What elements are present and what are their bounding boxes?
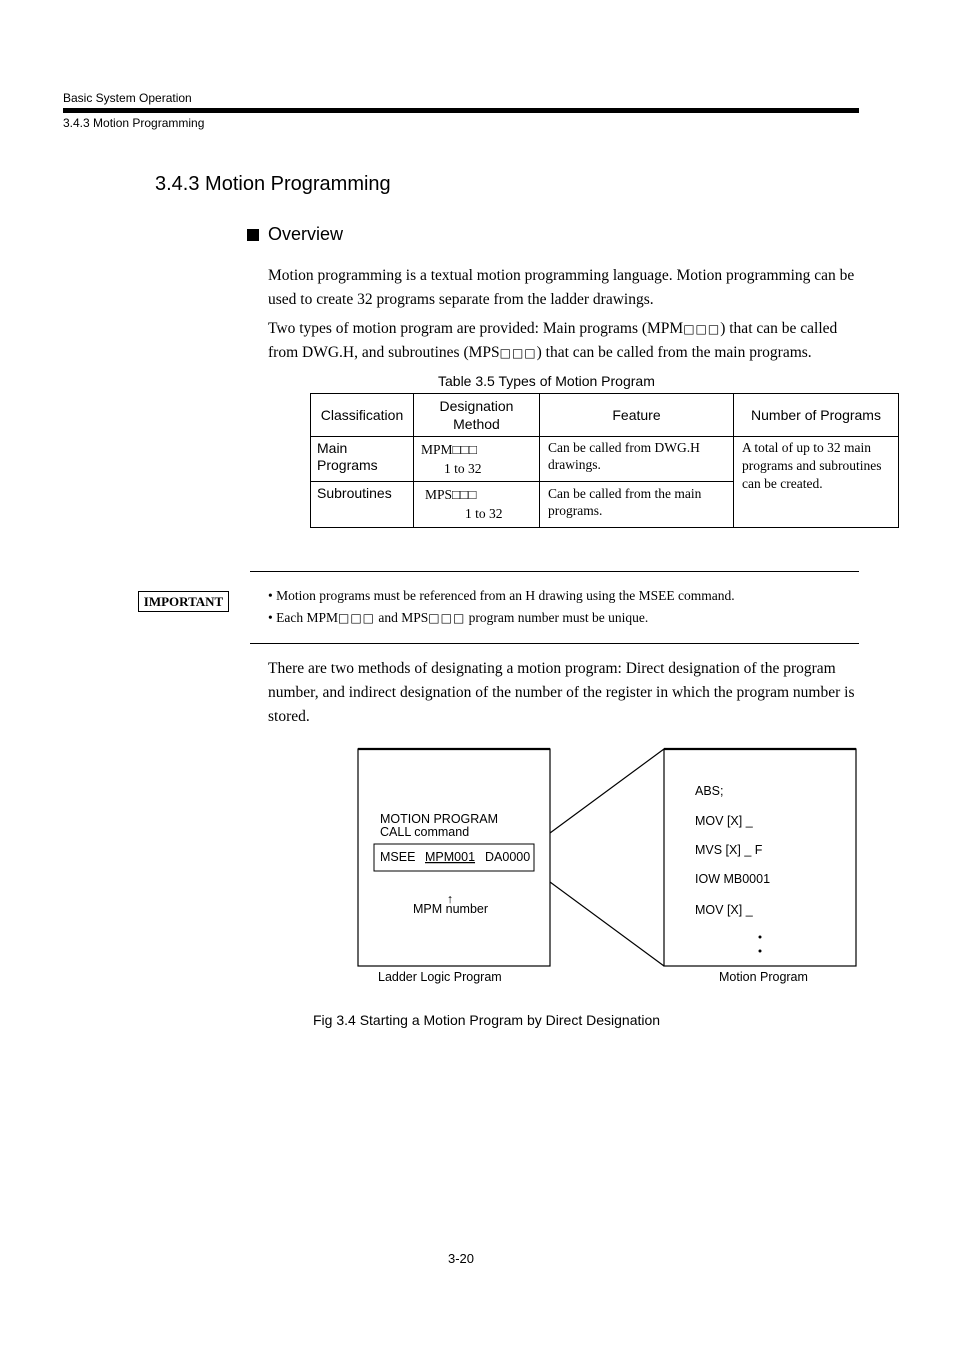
motion-line: MVS [X] _ F — [695, 843, 763, 857]
important-note-2 — [268, 610, 648, 626]
paragraph-types — [268, 317, 860, 365]
ellipsis-dot — [759, 936, 762, 939]
motion-program-box — [664, 749, 856, 966]
placeholder-boxes: □□□ — [683, 322, 721, 336]
placeholder-boxes: □□□ — [337, 611, 375, 625]
ladder-label-line2: CALL command — [380, 825, 470, 839]
up-arrow-icon: ↑ — [446, 892, 454, 906]
paragraph-intro: Motion programming is a textual motion programming language. Motion programming can be used to create 32 programs separate from the ladder drawings. — [268, 267, 855, 308]
placeholder-boxes: □□□ — [428, 611, 466, 625]
motion-line: IOW MB0001 — [695, 872, 771, 886]
table-cell-classification: Main Programs — [311, 437, 414, 482]
running-header-section: Basic System Operation — [63, 91, 192, 105]
designation-range: 1 to 32 — [444, 461, 482, 476]
msee-program-number: MPM001 — [425, 850, 476, 864]
important-note-2-part1: • Each MPM — [268, 610, 338, 625]
table-header-row — [311, 394, 899, 437]
designation-name: MPM□□□ — [421, 442, 477, 457]
table-header-cell: Designation Method — [414, 394, 540, 437]
important-rule-bottom — [250, 643, 859, 644]
table-cell-designation — [414, 437, 540, 482]
table-cell-feature: Can be called from the main programs. — [540, 482, 734, 528]
ladder-caption: Ladder Logic Program — [378, 970, 502, 984]
running-header-subsection: 3.4.3 Motion Programming — [63, 116, 205, 130]
motion-caption: Motion Program — [719, 970, 808, 984]
square-bullet-icon — [247, 229, 259, 241]
callout-line-top — [550, 749, 664, 833]
msee-command: MSEE — [380, 850, 416, 864]
callout-line-bottom — [550, 882, 664, 966]
page-number: 3-20 — [448, 1251, 475, 1266]
paragraph-types-part2: ) that can be called from DWG.H, and subroutines (MPS — [268, 320, 838, 361]
designation-range: 1 to 32 — [465, 506, 503, 521]
important-note-2-part3: program number must be unique. — [465, 610, 649, 625]
important-rule-top — [250, 571, 859, 572]
ellipsis-dot — [759, 950, 762, 953]
table-row — [311, 437, 899, 482]
msee-register: DA0000 — [485, 850, 531, 864]
table-cell-designation — [414, 482, 540, 528]
important-note-1: • Motion programs must be referenced from an H drawing using the MSEE command. — [268, 588, 735, 603]
important-label: IMPORTANT — [138, 591, 229, 612]
table-header-cell: Classification — [311, 394, 414, 437]
table-caption: Table 3.5 Types of Motion Program — [438, 373, 655, 389]
types-table — [310, 393, 899, 528]
table-header-cell: Feature — [540, 394, 734, 437]
section-heading: 3.4.3 Motion Programming — [155, 173, 391, 195]
figure-diagram — [300, 745, 870, 995]
motion-line: MOV [X] _ — [695, 814, 753, 828]
subheading — [247, 224, 343, 245]
important-note-2-part2: and MPS — [375, 610, 429, 625]
mpm-number-label: MPM number — [413, 902, 489, 916]
table-cell-number-of-programs: A total of up to 32 main programs and subroutines can be created. — [734, 437, 899, 528]
designation-name: MPS□□□ — [425, 487, 477, 502]
paragraph-designation-methods: There are two methods of designating a motion program: Direct designation of the program number, and indirect designation of the number of the register in which the program number is stored. — [268, 660, 855, 725]
subheading-text: Overview — [268, 224, 344, 244]
figure-caption: Fig 3.4 Starting a Motion Program by Direct Designation — [313, 1012, 661, 1028]
table-header-cell: Number of Programs — [734, 394, 899, 437]
header-rule — [63, 108, 859, 113]
paragraph-types-part3: ) that can be called from the main programs. — [536, 344, 812, 361]
placeholder-boxes: □□□ — [499, 346, 537, 360]
motion-line: MOV [X] _ — [695, 903, 753, 917]
paragraph-types-part1: Two types of motion program are provided: Main programs (MPM — [268, 320, 684, 337]
ladder-label-line1: MOTION PROGRAM — [380, 812, 499, 826]
table-cell-feature: Can be called from DWG.H drawings. — [540, 437, 734, 482]
motion-line: ABS; — [695, 784, 724, 798]
table-cell-classification: Subroutines — [311, 482, 414, 528]
